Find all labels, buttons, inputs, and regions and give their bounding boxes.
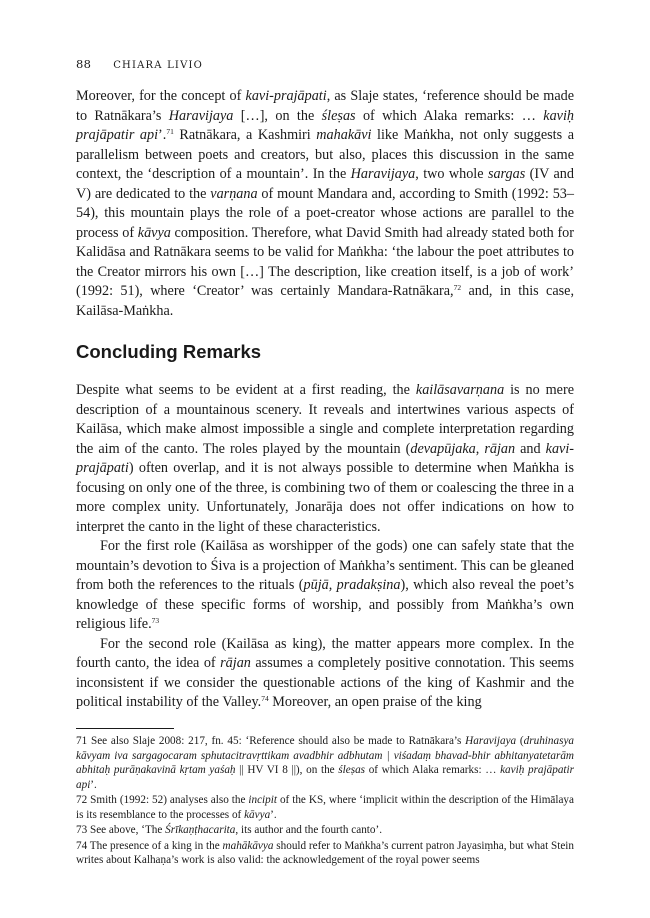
footnote-ref-73[interactable]: 73 — [151, 616, 160, 625]
footnote-72: 72 Smith (1992: 52) analyses also the incipit of the KS, where ‘implicit within the description of the Himālaya is its resemblance to the processes of kāvya’. — [76, 794, 574, 821]
page-number: 88 — [76, 57, 92, 71]
paragraph-4: For the second role (Kailāsa as king), the matter appears more complex. In the fourth canto, the idea of rājan assumes a completely positive connotation. This seems inconsistent if we consider the questionable actions of the king of Kashmir and the political instability of the Valley.$^{74}$ Moreover, an open praise of the king — [76, 635, 574, 710]
footnotes — [76, 734, 574, 869]
running-header — [76, 57, 203, 71]
running-author: CHIARA LIVIO — [113, 60, 204, 71]
paragraph-3: For the first role (Kailāsa as worshipper of the gods) one can safely state that the mountain’s devotion to Śiva is a projection of Maṅkha’s sentiment. This can be gleaned from both the references to the rituals (pūjā, pradakṣina), which also reveal the poet’s knowledge of these specific forms of worship, and possibly from Maṅkha’s own religious life.$^{73}$ — [76, 538, 574, 632]
paragraph-2: Despite what seems to be evident at a first reading, the kailāsavarṇana is no mere description of a mountainous scenery. It reveals and intertwines various aspects of Kailāsa, which make almost impossible a single and complete interpretation regarding the aim of the canto. The roles played by the mountain (devapūjaka, rājan and kavi-prajāpati) often overlap, and it is not always possible to determine when Maṅkha is focusing on only one of the three, is combining two of them or coalescing the three in a more complex unity. Unfortunately, Jonarāja does not offer indications on how to interpret the canto in the light of these characteristics. — [76, 382, 574, 535]
footnote-ref-74[interactable]: 74 — [261, 694, 269, 703]
footnote-ref-71[interactable]: 71 — [166, 127, 174, 136]
footnote-71: 71 See also Slaje 2008: 217, fn. 45: ‘Reference should also be made to Ratnākara’s Haravijaya (druhinasya kāvyam iva sargagocaram sphutacitravṛttikam avadbhir adbhutam | viśadaṃ bhavad-bhir abhitanyatetarām abhitaḥ purāṇakavinā kṛtam yaśaḥ || HV VI 8 ||), on the śleṣas of which Alaka remarks: … kaviḥ prajāpatir api’. — [76, 735, 574, 791]
footnote-divider — [76, 728, 174, 729]
footnote-ref-72[interactable]: 72 — [453, 283, 462, 292]
section-body — [76, 381, 574, 713]
footnote-74: 74 The presence of a king in the mahākāvya should refer to Maṅkha’s current patron Jayasiṃha, but what Stein writes about Kalhaṇa’s work is also valid: the acknowledgement of the royal power seems — [76, 839, 574, 866]
section-heading: Concluding Remarks — [76, 341, 262, 362]
paragraph-1: Moreover, for the concept of kavi-prajāpati, as Slaje states, ‘reference should be made to Ratnākara’s Haravijaya […], on the śleṣas of which Alaka remarks: … kaviḥ prajāpatir api’.$^{71}$ Ratnākara, a Kashmiri mahakāvi like Maṅkha, not only suggests a parallelism between poets and creators, but also, places this discussion in the same context, the ‘description of a mountain’. In the Haravijaya, two whole sargas (IV and V) are dedicated to the varṇana of mount Mandara and, according to Smith (1992: 53–54), this mountain plays the role of a poet-creator whose actions are parallel to the process of kāvya composition. Therefore, what David Smith had already stated both for Kalidāsa and Ratnākara seems to be valid for Maṅkha: ‘the labour the poet attributes to the Creator mirrors his own […] The description, like creation itself, is a job of work’ (1992: 51), where ‘Creator’ was certainly Mandara-Ratnākara,$^{72}$ and, in this case, Kailāsa-Maṅkha. — [76, 88, 575, 319]
footnote-73: 73 See above, ‘The Śrīkaṇṭhacarita, its author and the fourth canto’. — [76, 824, 383, 836]
